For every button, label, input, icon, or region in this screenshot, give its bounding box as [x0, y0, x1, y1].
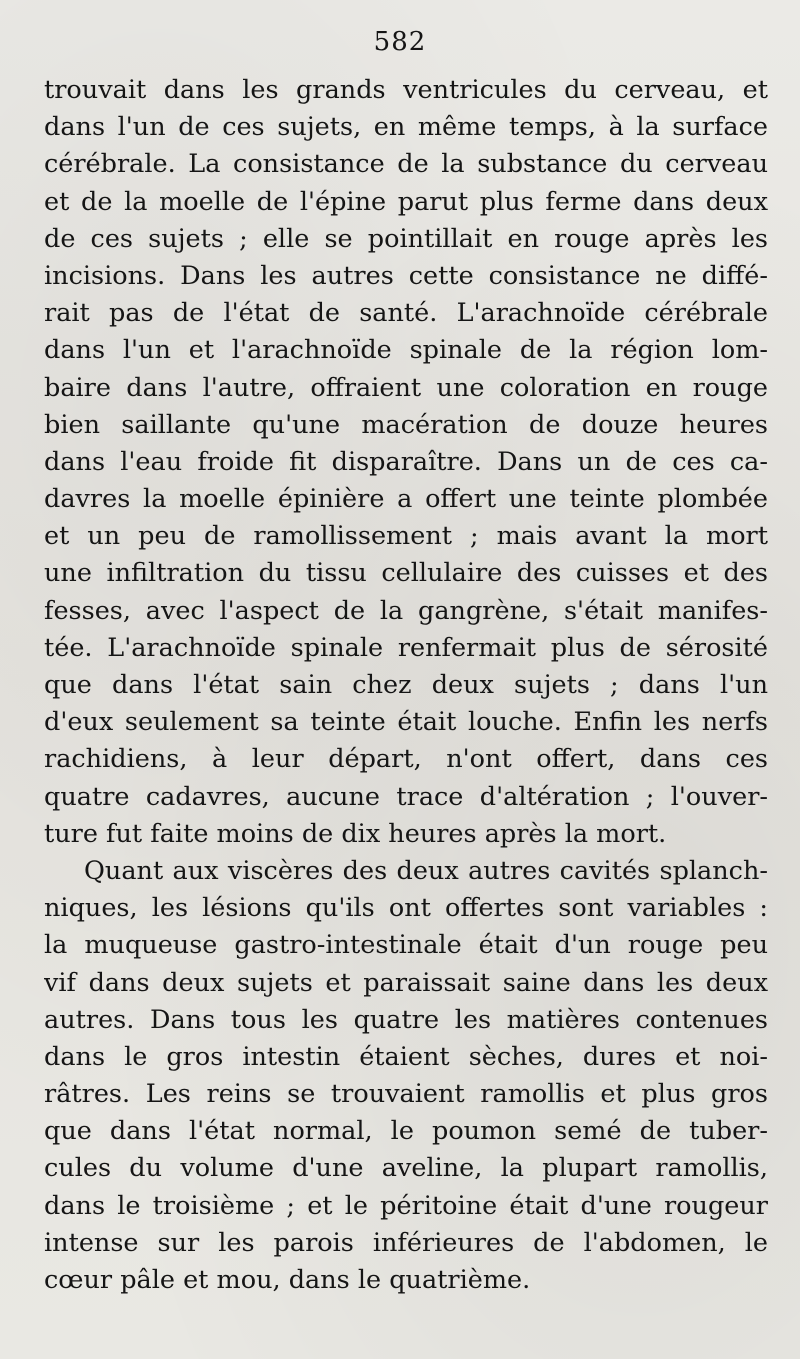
text-line: niques, les lésions qu'ils ont offertes sont variables :	[44, 893, 768, 924]
text-line: autres. Dans tous les quatre les matières contenues	[44, 1004, 768, 1035]
text-line: baire dans l'autre, offraient une coloration en rouge	[44, 372, 768, 403]
text-line: incisions. Dans les autres cette consistance ne diffé-	[44, 260, 768, 291]
paragraph-2	[44, 853, 768, 1299]
text-line: tée. L'arachnoïde spinale renfermait plus de sérosité	[44, 632, 768, 663]
text-line: fesses, avec l'aspect de la gangrène, s'était manifes-	[44, 595, 768, 626]
text-line: intense sur les parois inférieures de l'abdomen, le	[44, 1227, 768, 1258]
body-text	[44, 72, 768, 1299]
text-line: et de la moelle de l'épine parut plus ferme dans deux	[44, 186, 768, 217]
text-line: dans l'un de ces sujets, en même temps, à la surface	[44, 112, 768, 143]
text-line: rait pas de l'état de santé. L'arachnoïde cérébrale	[44, 298, 768, 329]
text-line: dans l'un et l'arachnoïde spinale de la région lom-	[44, 335, 768, 366]
text-line: dans l'eau froide fit disparaître. Dans un de ces ca-	[44, 446, 768, 477]
text-line: que dans l'état normal, le poumon semé de tuber-	[44, 1116, 768, 1147]
text-line: une infiltration du tissu cellulaire des cuisses et des	[44, 558, 768, 589]
text-line: la muqueuse gastro-intestinale était d'un rouge peu	[44, 930, 768, 961]
text-line: dans le gros intestin étaient sèches, dures et noi-	[44, 1041, 768, 1072]
text-line: râtres. Les reins se trouvaient ramollis et plus gros	[44, 1079, 768, 1110]
text-line: vif dans deux sujets et paraissait saine dans les deux	[44, 967, 768, 998]
text-line: de ces sujets ; elle se pointillait en rouge après les	[44, 223, 768, 254]
text-line: que dans l'état sain chez deux sujets ; dans l'un	[44, 670, 768, 700]
paragraph-1	[44, 72, 768, 853]
text-line: davres la moelle épinière a offert une teinte plombée	[44, 484, 768, 515]
text-line: bien saillante qu'une macération de douze heures	[44, 409, 768, 440]
text-line: quatre cadavres, aucune trace d'altération ; l'ouver-	[44, 781, 768, 812]
text-line: d'eux seulement sa teinte était louche. Enfin les nerfs	[44, 707, 768, 738]
text-line: Quant aux viscères des deux autres cavités splanch-	[84, 855, 768, 886]
text-line: cules du volume d'une aveline, la plupart ramollis,	[44, 1153, 768, 1184]
text-line: cœur pâle et mou, dans le quatrième.	[44, 1265, 531, 1295]
text-line: rachidiens, à leur départ, n'ont offert, dans ces	[44, 744, 768, 775]
text-line: trouvait dans les grands ventricules du cerveau, et	[44, 75, 768, 105]
text-line: et un peu de ramollissement ; mais avant la mort	[44, 521, 768, 552]
text-line: ture fut faite moins de dix heures après la mort.	[44, 818, 667, 849]
page-number: 582	[373, 27, 427, 57]
text-line: cérébrale. La consistance de la substance du cerveau	[44, 149, 768, 180]
text-line: dans le troisième ; et le péritoine était d'une rougeur	[44, 1190, 768, 1221]
